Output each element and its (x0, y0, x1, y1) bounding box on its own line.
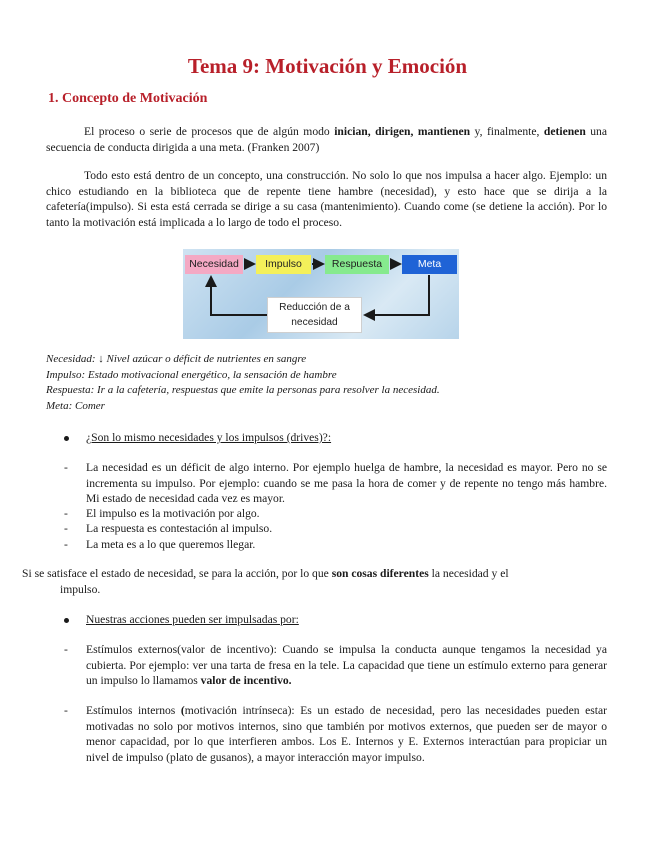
list-item-text: El impulso es la motivación por algo. (86, 507, 260, 520)
bold-run: inician, dirigen, mantienen (334, 125, 471, 138)
text-run: la necesidad y el (428, 567, 509, 580)
bold-run: valor de incentivo. (200, 674, 292, 688)
section-heading: 1. Concepto de Motivación (48, 91, 208, 106)
list-item-text (86, 642, 607, 689)
list-item-text: La meta es a lo que queremos llegar. (86, 538, 256, 551)
dash-marker: - (64, 704, 68, 717)
dash-marker: - (64, 507, 68, 520)
dash-marker: - (64, 538, 68, 551)
diagram-box-necesidad: Necesidad (185, 255, 243, 274)
note-necesidad: Necesidad: ↓ Nivel azúcar o déficit de nutrientes en sangre (46, 353, 307, 365)
diagram-box-respuesta: Respuesta (325, 255, 389, 274)
list-item-text: La respuesta es contestación al impulso. (86, 522, 273, 535)
page-title: Tema 9: Motivación y Emoción (187, 54, 468, 78)
bullet-dot-icon (64, 436, 69, 441)
diagram-box-reduccion (267, 297, 362, 333)
note-meta: Meta: Comer (46, 399, 105, 412)
arrow-reduccion-necesidad (211, 277, 267, 315)
dash-marker: - (64, 643, 68, 656)
dash-marker: - (64, 522, 68, 535)
text-run: Estímulos externos(valor de incentivo): Cuando se impulsa la conducta aunque tengamos la necesidad ya cubierta. Por ejemplo: ver una tarta de fresa en la tele. La capacidad que tiene un estímulo externo para generar un impulso lo llamamos (86, 643, 607, 688)
paragraph-conclusion (22, 566, 607, 597)
bold-run: ( (180, 704, 185, 717)
bullet-dot-icon (64, 618, 69, 623)
motivation-cycle-diagram (183, 249, 459, 339)
text-run: una secuencia de conducta dirigida a una meta. (Franken 2007) (46, 125, 607, 154)
diagram-box-impulso: Impulso (256, 255, 311, 274)
bold-run: son cosas diferentes (331, 567, 429, 580)
text-run: El proceso o serie de procesos que de algún modo (84, 125, 335, 138)
reduccion-line: necesidad (291, 317, 338, 328)
arrow-meta-reduccion (365, 275, 429, 315)
text-run: Estímulos internos (86, 704, 181, 717)
diagram-box-meta: Meta (402, 255, 457, 274)
list-item-text (86, 703, 607, 765)
reduccion-line: Reducción de a (279, 302, 350, 313)
text-run: y, finalmente, (470, 125, 544, 138)
text-run: Si se satisface el estado de necesidad, se para la acción, por lo que (22, 567, 332, 580)
paragraph-definition (46, 124, 607, 155)
bullet-text: ¿Son lo mismo necesidades y los impulsos (drives)?: (86, 431, 332, 444)
bold-run: detienen (543, 125, 586, 138)
text-run: motivación intrínseca): Es un estado de necesidad, pero las necesidades pueden estar motivadas no solo por motivos internos, sino que también por motivos externos, que pueden ser de mayor o menor capacidad, por lo que interfieren ambos. Los E. Internos y E. Externos interactúan para propiciar un nivel de impulso (plato de gusanos), a mayor interacción mayor impulso. (86, 704, 607, 764)
diagram-notes (46, 352, 440, 414)
bullet-text: Nuestras acciones pueden ser impulsadas por: (86, 613, 299, 626)
list-item-text: La necesidad es un déficit de algo interno. Por ejemplo huelga de hambre, la necesidad es mayor. Pero no se incrementa su impulso. Por ejemplo: cuando se me pasa la hora de comer y de repente no tengo más hambre. Mi estado de necesidad cada vez es mayor. (86, 461, 607, 506)
text-run: impulso. (60, 582, 101, 596)
note-respuesta: Respuesta: Ir a la cafetería, respuestas que emite la personas para resolver la necesidad. (46, 384, 440, 397)
paragraph-example: Todo esto está dentro de un concepto, una construcción. No solo lo que nos impulsa a hacer algo. Ejemplo: un chico estudiando en la biblioteca que de repente tiene hambre (necesidad), y esto hace que se dirija a la cafetería(impulso). Si esta está cerrada se dirige a su casa (mantenimiento). Cuando come (se detiene la acción). Por lo tanto la motivación está implicada a lo largo de todo el proceso. (46, 169, 607, 229)
dash-marker: - (64, 461, 68, 474)
note-impulso: Impulso: Estado motivacional energético, la sensación de hambre (46, 368, 337, 381)
